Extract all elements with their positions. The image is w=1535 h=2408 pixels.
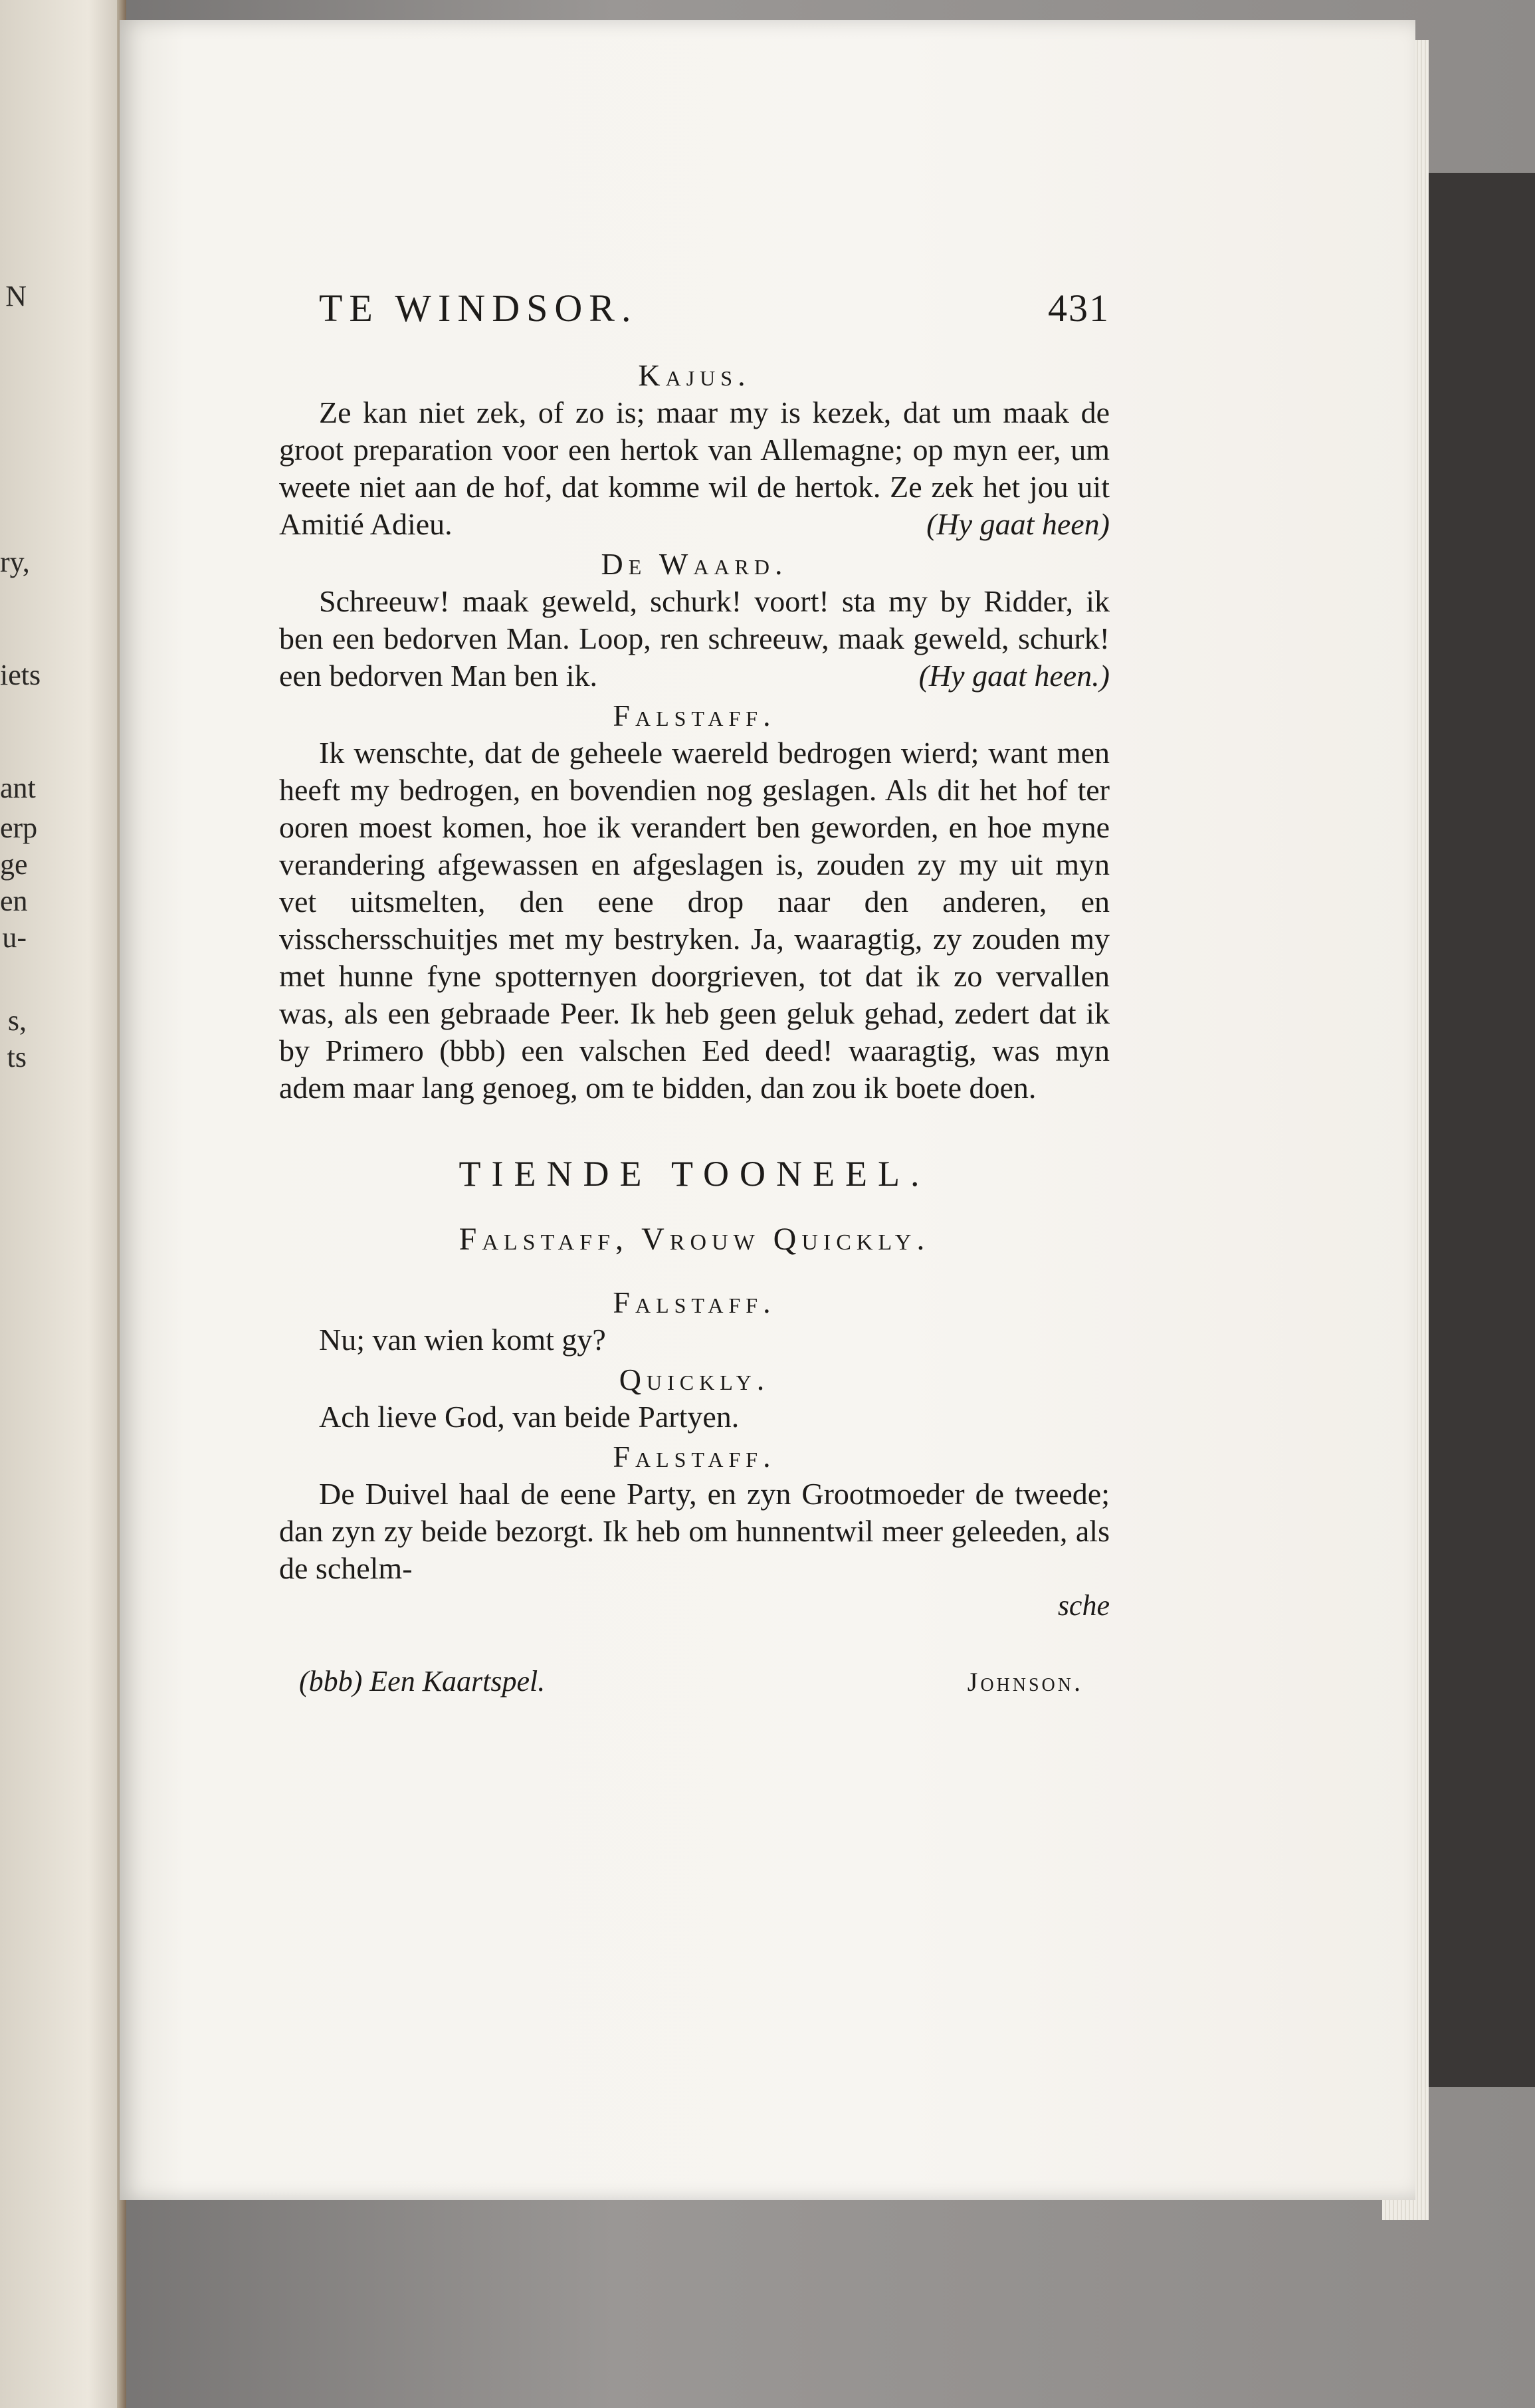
stage-direction: (Hy gaat heen) bbox=[926, 507, 1110, 541]
left-page-fragment: ge bbox=[0, 848, 28, 881]
speech-text: De Duivel haal de eene Party, en zyn Grootmoeder de tweede; dan zyn zy beide bezorgt. Ik heb om hunnentwil meer geleeden, als de schelm- bbox=[279, 1477, 1110, 1585]
speaker-name: Quickly. bbox=[619, 1363, 770, 1396]
speech-text bbox=[279, 734, 1110, 1107]
footnote: (bbb) Een Kaartspel. bbox=[299, 1665, 546, 1697]
speaker-name: Falstaff. bbox=[613, 699, 776, 732]
speech-line: Ik wenschte, dat de geheele waereld bedrogen wierd; want men heeft my bedrogen, en bovendien nog geslagen. Als dit het hof ter ooren moest komen, hoe ik verandert ben geworden, en hoe myne verandering afgewassen en afgeslagen is, zouden zy my uit myn vet uitsmelten, den eene drop naar den anderen, en visschersschuitjes met my bestryken. Ja, waaragtig, zy zouden my met hunne fyne spotternyen doorgrieven, tot dat ik zo vervallen was, als een gebraade Peer. Ik heb geen geluk gehad, zedert dat ik by Primero (bbb) een valschen Eed deed! waaragtig, was myn adem maar lang genoeg, om te bidden, dan zou ik boete doen. bbox=[279, 736, 1110, 1105]
speech-block bbox=[279, 357, 1110, 543]
left-page-fragment: iets bbox=[0, 659, 41, 691]
speech-block bbox=[279, 1284, 1110, 1359]
speech-text: Ach lieve God, van beide Partyen. bbox=[319, 1400, 740, 1434]
speech-block bbox=[279, 546, 1110, 695]
left-page-fragment: en bbox=[0, 885, 28, 917]
speaker-name: Kajus. bbox=[638, 358, 751, 392]
speaker-name: Falstaff. bbox=[613, 1440, 776, 1474]
speech-line: Ze kan niet zek, of zo is; maar my is kezek, dat um maak de groot preparation voor een hertok van Allemagne; op myn eer, um weete niet aan de hof, dat komme wil de hertok. Ze zek het jou uit Amitié Adieu. bbox=[279, 395, 1110, 541]
running-head bbox=[319, 286, 1110, 330]
running-title: TE WINDSOR. bbox=[319, 286, 638, 330]
book-cover bbox=[1415, 173, 1535, 2087]
speech-text bbox=[279, 394, 1110, 543]
speech-text bbox=[279, 583, 1110, 695]
stage-direction: (Hy gaat heen.) bbox=[918, 659, 1110, 693]
speech-block bbox=[279, 697, 1110, 1107]
page-content bbox=[279, 286, 1110, 1698]
scene-title: TIENDE TOONEEL. bbox=[459, 1154, 930, 1194]
left-page-fragment: ry, bbox=[0, 546, 30, 578]
scene-cast: Falstaff, Vrouw Quickly. bbox=[459, 1222, 930, 1257]
page-number: 431 bbox=[1048, 286, 1110, 330]
left-page bbox=[0, 0, 126, 2408]
left-page-fragment: u- bbox=[2, 921, 27, 954]
catchword: sche bbox=[1057, 1589, 1110, 1622]
left-page-fragment: s, bbox=[7, 1004, 27, 1037]
left-page-fragment: ts bbox=[7, 1041, 27, 1073]
speaker-name: Falstaff. bbox=[613, 1285, 776, 1319]
left-page-fragment: ant bbox=[0, 772, 36, 804]
speech-text: Nu; van wien komt gy? bbox=[319, 1323, 606, 1357]
left-page-fragment: erp bbox=[0, 812, 38, 844]
left-page-fragment: N bbox=[5, 280, 27, 312]
speech-block bbox=[279, 1361, 1110, 1436]
speech-line: Schreeuw! maak geweld, schurk! voort! sta my by Ridder, ik ben een bedorven Man. Loop, ren schreeuw, maak geweld, schurk! een bedorven Man ben ik. bbox=[279, 584, 1110, 693]
speaker-name: De Waard. bbox=[601, 547, 788, 581]
speech-block bbox=[279, 1438, 1110, 1587]
signature-mark: Johnson. bbox=[967, 1667, 1083, 1697]
right-page bbox=[120, 20, 1415, 2200]
page-footer bbox=[279, 1664, 1110, 1698]
